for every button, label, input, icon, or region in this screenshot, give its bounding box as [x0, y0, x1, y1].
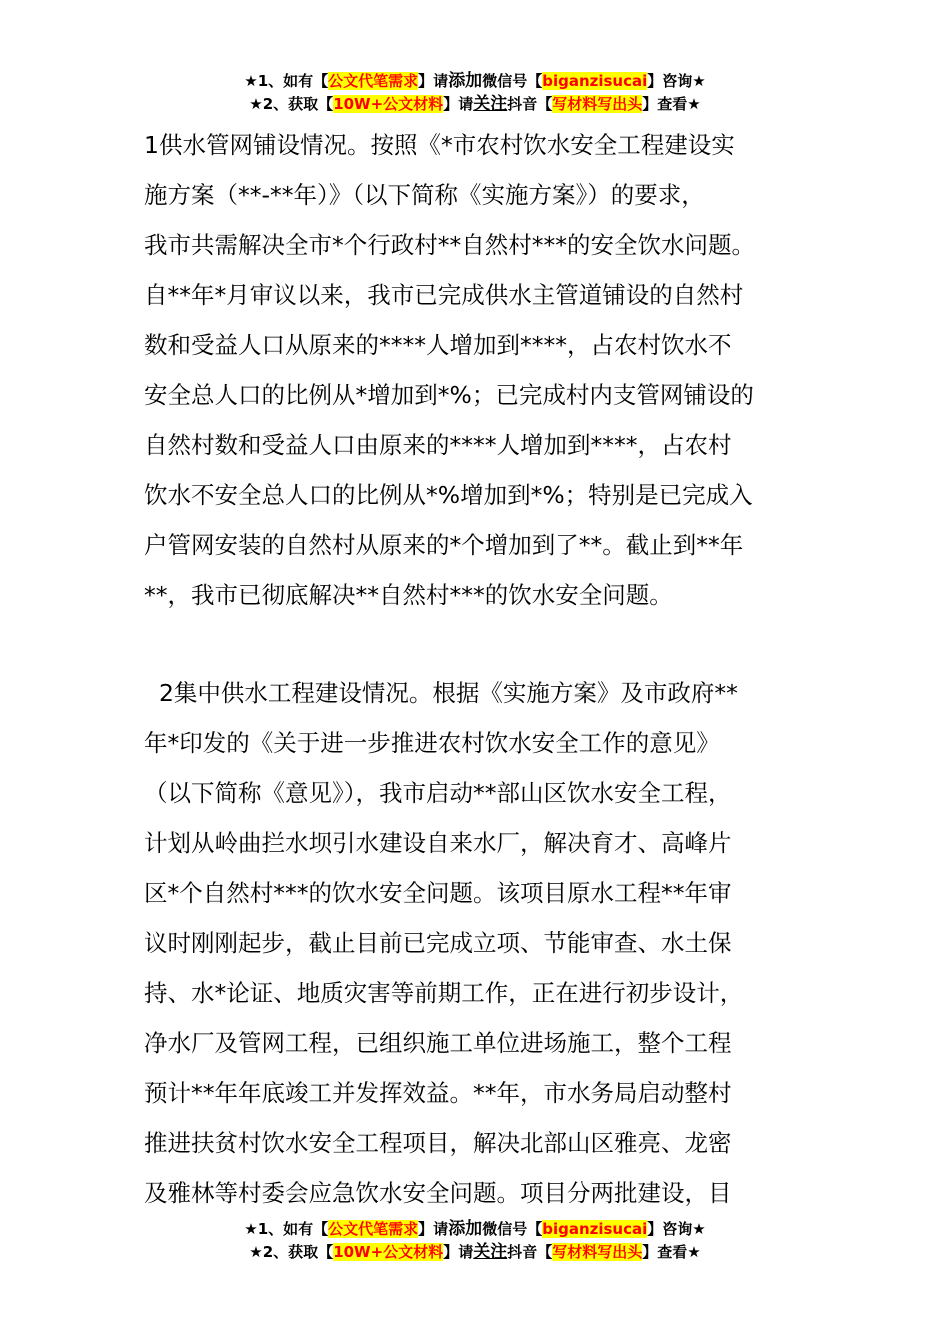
text-line: 预计**年年底竣工并发挥效益。**年，市水务局启动整村	[144, 1079, 732, 1107]
banner-text: 】咨询★	[647, 72, 706, 90]
text-line: 我市共需解决全市*个行政村**自然村***的安全饮水问题。	[144, 231, 755, 259]
banner-line-2	[0, 93, 950, 116]
banner-text: ★2、获取【	[249, 95, 334, 113]
text-line: （以下简称《意见》），我市启动**部山区饮水安全工程，	[144, 779, 732, 807]
banner-text: 】查看★	[642, 1243, 701, 1261]
text-line: 1供水管网铺设情况。按照《*市农村饮水安全工程建设实	[144, 131, 735, 159]
text-line: 2集中供水工程建设情况。根据《实施方案》及市政府**	[144, 679, 738, 707]
banner-text: 微信号【	[482, 1220, 543, 1238]
text-line: 计划从岭曲拦水坝引水建设自来水厂，解决育才、高峰片	[144, 829, 732, 857]
text-line: 持、水*论证、地质灾害等前期工作，正在进行初步设计，	[144, 979, 744, 1007]
banner-text: 】咨询★	[647, 1220, 706, 1238]
text-line: 区*个自然村***的饮水安全问题。该项目原水工程**年审	[144, 879, 732, 907]
banner-highlight: 写材料写出头	[552, 95, 643, 113]
banner-text: 微信号【	[482, 72, 543, 90]
text-line: 及雅林等村委会应急饮水安全问题。项目分两批建设，目	[144, 1179, 732, 1207]
banner-line-2	[0, 1241, 950, 1264]
banner-text: 抖音【	[507, 1243, 553, 1261]
text-line: 饮水不安全总人口的比例从*%增加到*%；特别是已完成入	[144, 481, 753, 509]
banner-highlight: biganzisucai	[542, 72, 648, 90]
text-line: 年*印发的《关于进一步推进农村饮水安全工作的意见》	[144, 729, 720, 757]
banner-text: 】请	[443, 95, 474, 113]
text-line: 户管网安装的自然村从原来的*个增加到了**。截止到**年	[144, 531, 744, 559]
banner-line-1	[0, 70, 950, 93]
text-line: 净水厂及管网工程，已组织施工单位进场施工，整个工程	[144, 1029, 732, 1057]
banner-emphasis: 添加	[448, 71, 483, 91]
text-line: 议时刚刚起步，截止目前已完成立项、节能审查、水土保	[144, 929, 732, 957]
banner-highlight: 10W+公文材料	[333, 1243, 444, 1261]
text-line: 数和受益人口从原来的****人增加到****，占农村饮水不	[144, 331, 732, 359]
banner-text: 】请	[443, 1243, 474, 1261]
banner-text: 】查看★	[642, 95, 701, 113]
banner-text: ★2、获取【	[249, 1243, 334, 1261]
header-banner	[0, 70, 950, 116]
text-line: 推进扶贫村饮水安全工程项目，解决北部山区雅亮、龙密	[144, 1129, 732, 1157]
banner-text: ★1、如有【	[244, 1220, 329, 1238]
banner-emphasis: 关注	[473, 1242, 508, 1262]
banner-text: 】请	[418, 1220, 449, 1238]
banner-text: 】请	[418, 72, 449, 90]
paragraph-central-water-supply	[144, 668, 834, 1218]
banner-line-1	[0, 1218, 950, 1241]
text-line: 安全总人口的比例从*增加到*%；已完成村内支管网铺设的	[144, 381, 754, 409]
text-line: **，我市已彻底解决**自然村***的饮水安全问题。	[144, 581, 673, 609]
paragraph-pipe-network	[144, 120, 834, 620]
banner-highlight: 公文代笔需求	[328, 72, 419, 90]
banner-highlight: 10W+公文材料	[333, 95, 444, 113]
banner-text: ★1、如有【	[244, 72, 329, 90]
banner-highlight: biganzisucai	[542, 1220, 648, 1238]
banner-highlight: 公文代笔需求	[328, 1220, 419, 1238]
text-line: 施方案（**-**年）》（以下简称《实施方案》）的要求，	[144, 181, 705, 209]
banner-highlight: 写材料写出头	[552, 1243, 643, 1261]
text-line: 自**年*月审议以来，我市已完成供水主管道铺设的自然村	[144, 281, 744, 309]
banner-emphasis: 添加	[448, 1219, 483, 1239]
text-line: 自然村数和受益人口由原来的****人增加到****，占农村	[144, 431, 732, 459]
banner-text: 抖音【	[507, 95, 553, 113]
footer-banner	[0, 1218, 950, 1264]
banner-emphasis: 关注	[473, 94, 508, 114]
